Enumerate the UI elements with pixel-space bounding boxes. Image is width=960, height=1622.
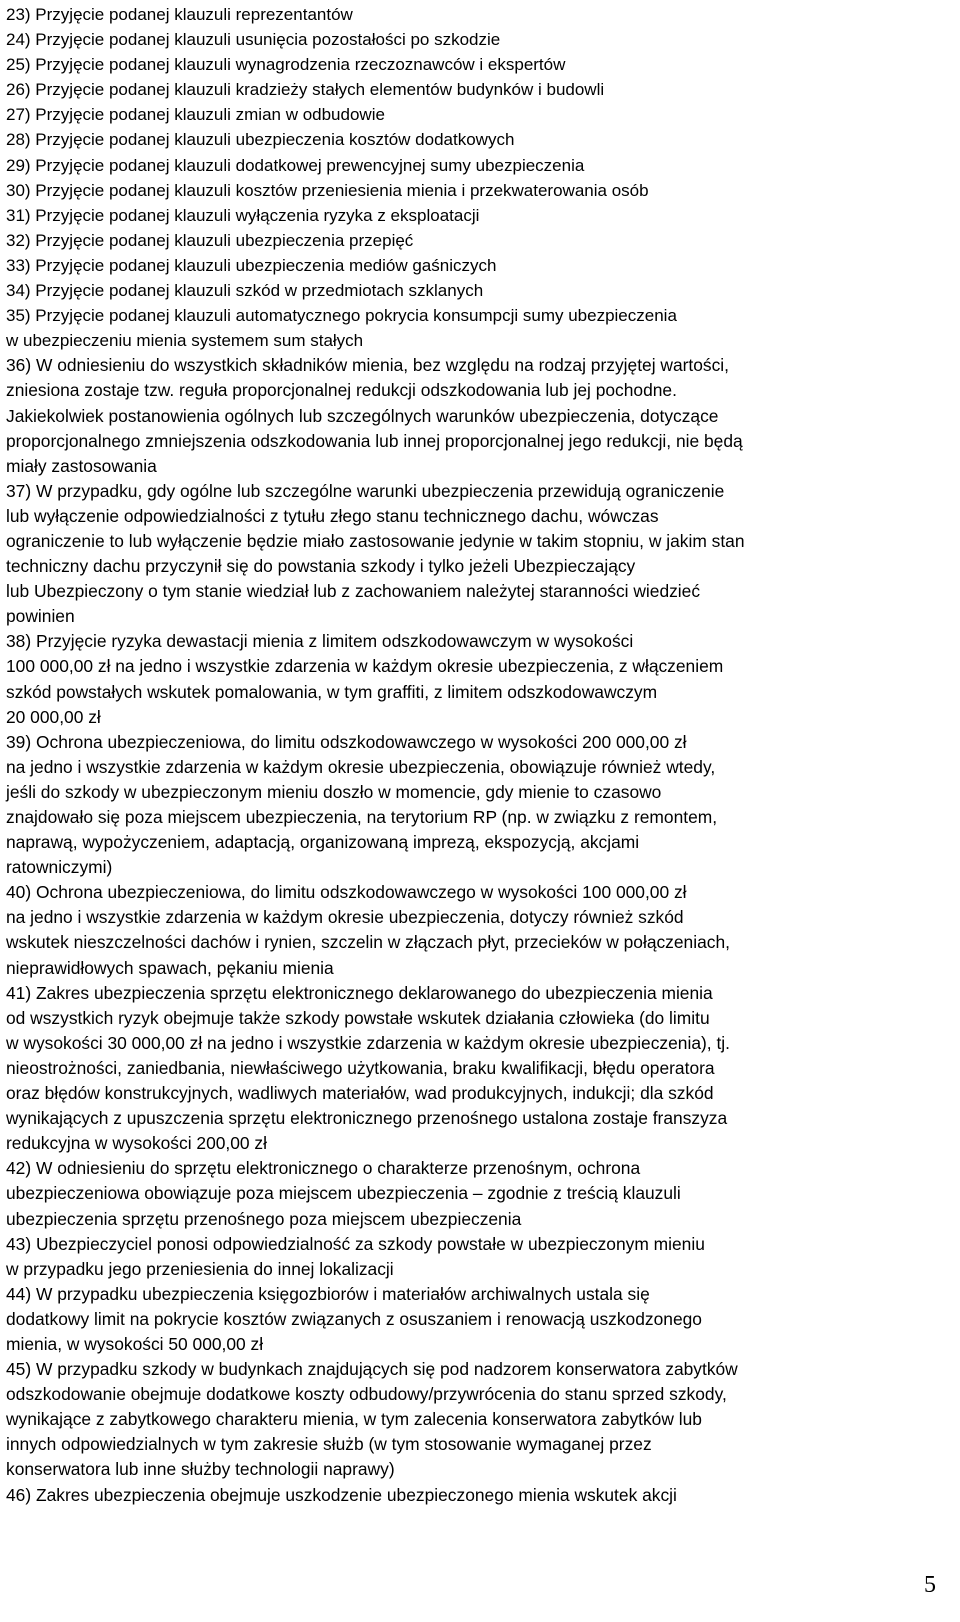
list-item-text: znajdowało się poza miejscem ubezpieczenia, na terytorium RP (np. w związku z remontem,	[6, 807, 718, 827]
page-number: 5	[924, 1572, 936, 1598]
list-item-text: na jedno i wszystkie zdarzenia w każdym okresie ubezpieczenia, dotyczy również szkód	[6, 907, 684, 928]
list-item-text: 46) Zakres ubezpieczenia obejmuje uszkodzenie ubezpieczonego mienia wskutek akcji	[6, 1484, 677, 1505]
list-item-text: 36) W odniesieniu do wszystkich składników mienia, bez względu na rodzaj przyjętej wartości,	[6, 355, 730, 376]
list-item-text: 40) Ochrona ubezpieczeniowa, do limitu odszkodowawczego w wysokości 100 000,00 zł	[6, 882, 687, 903]
list-item-text: powinien	[6, 606, 75, 627]
list-item-text: od wszystkich ryzyk obejmuje także szkody powstałe wskutek działania człowieka (do limitu	[6, 1007, 710, 1028]
list-item-text: 25) Przyjęcie podanej klauzuli wynagrodzenia rzeczoznawców i ekspertów	[6, 55, 566, 75]
list-item-text: naprawą, wypożyczeniem, adaptacją, organizowaną imprezą, ekspozycją, akcjami	[6, 832, 640, 853]
list-item	[6, 479, 956, 630]
list-item-text: ratowniczymi)	[6, 857, 113, 878]
list-item	[6, 1156, 956, 1231]
list-item	[6, 253, 956, 278]
list-item	[6, 178, 956, 203]
list-item-text: 38) Przyjęcie ryzyka dewastacji mienia z limitem odszkodowawczym w wysokości	[6, 631, 634, 652]
list-item-text: wynikających z upuszczenia sprzętu elektronicznego przenośnego ustalona zostaje franszyza	[6, 1108, 728, 1129]
list-item	[6, 27, 956, 52]
list-item-text: na jedno i wszystkie zdarzenia w każdym okresie ubezpieczenia, obowiązuje również wtedy,	[6, 756, 716, 777]
list-item	[6, 353, 956, 478]
list-item	[6, 52, 956, 77]
list-item	[6, 1483, 956, 1508]
list-item-text: ubezpieczenia sprzętu przenośnego poza miejscem ubezpieczenia	[6, 1208, 522, 1229]
list-item-text: 32) Przyjęcie podanej klauzuli ubezpieczenia przepięć	[6, 230, 414, 250]
list-item-text: jeśli do szkody w ubezpieczonym mieniu doszło w momencie, gdy mienie to czasowo	[6, 781, 662, 802]
list-item-text: 34) Przyjęcie podanej klauzuli szkód w przedmiotach szklanych	[6, 281, 484, 301]
list-item-text: nieprawidłowych spawach, pękaniu mienia	[6, 957, 334, 978]
list-item-text: 45) W przypadku szkody w budynkach znajdujących się pod nadzorem konserwatora zabytków	[6, 1359, 738, 1380]
clause-list-short	[6, 0, 956, 353]
list-item-text: dodatkowy limit na pokrycie kosztów związanych z osuszaniem i renowacją uszkodzonego	[6, 1308, 702, 1329]
list-item-text: mienia, w wysokości 50 000,00 zł	[6, 1333, 264, 1354]
list-item	[6, 127, 956, 152]
list-item	[6, 629, 956, 729]
list-item-text: wynikające z zabytkowego charakteru mienia, w tym zalecenia konserwatora zabytków lub	[6, 1409, 702, 1430]
list-item-text: 43) Ubezpieczyciel ponosi odpowiedzialność za szkody powstałe w ubezpieczonym mieniu	[6, 1233, 705, 1254]
list-item-text: szkód powstałych wskutek pomalowania, w tym graffiti, z limitem odszkodowawczym	[6, 681, 658, 702]
list-item	[6, 981, 956, 1157]
list-item	[6, 1232, 956, 1282]
list-item	[6, 2, 956, 27]
list-item-text: 26) Przyjęcie podanej klauzuli kradzieży stałych elementów budynków i budowli	[6, 80, 605, 100]
list-item-text: 29) Przyjęcie podanej klauzuli dodatkowej prewencyjnej sumy ubezpieczenia	[6, 155, 585, 175]
list-item-text: w ubezpieczeniu mienia systemem sum stałych	[6, 331, 364, 351]
list-item-text: 100 000,00 zł na jedno i wszystkie zdarzenia w każdym okresie ubezpieczenia, z włączeniem	[6, 656, 724, 677]
list-item-text: konserwatora lub inne służby technologii naprawy)	[6, 1459, 395, 1480]
list-item-text: 39) Ochrona ubezpieczeniowa, do limitu odszkodowawczego w wysokości 200 000,00 zł	[6, 731, 687, 752]
list-item-text: 42) W odniesieniu do sprzętu elektronicznego o charakterze przenośnym, ochrona	[6, 1158, 641, 1179]
list-item-text: lub Ubezpieczony o tym stanie wiedział lub z zachowaniem należytej staranności wiedzieć	[6, 581, 701, 602]
list-item-text: zniesiona zostaje tzw. reguła proporcjonalnej redukcji odszkodowania lub jej pochodne.	[6, 380, 677, 401]
list-item-text: 30) Przyjęcie podanej klauzuli kosztów przeniesienia mienia i przekwaterowania osób	[6, 180, 649, 200]
list-item	[6, 102, 956, 127]
list-item	[6, 880, 956, 980]
list-item	[6, 1357, 956, 1482]
list-item-text: proporcjonalnego zmniejszenia odszkodowania lub innej proporcjonalnej jego redukcji, nie będą	[6, 430, 743, 451]
list-item	[6, 228, 956, 253]
list-item-text: 31) Przyjęcie podanej klauzuli wyłączenia ryzyka z eksploatacji	[6, 205, 480, 225]
list-item-text: techniczny dachu przyczynił się do powstania szkody i tylko jeżeli Ubezpieczający	[6, 556, 636, 577]
list-item-text: odszkodowanie obejmuje dodatkowe koszty odbudowy/przywrócenia do stanu sprzed szkody,	[6, 1384, 727, 1405]
list-item-text: 23) Przyjęcie podanej klauzuli reprezentantów	[6, 5, 353, 24]
list-item	[6, 203, 956, 228]
list-item-text: 28) Przyjęcie podanej klauzuli ubezpieczenia kosztów dodatkowych	[6, 130, 515, 150]
clause-list-long	[6, 353, 956, 1507]
list-item-text: miały zastosowania	[6, 455, 157, 476]
list-item-text: nieostrożności, zaniedbania, niewłaściwego użytkowania, braku kwalifikacji, błędu operatora	[6, 1057, 715, 1078]
list-item-text: 24) Przyjęcie podanej klauzuli usunięcia pozostałości po szkodzie	[6, 30, 501, 50]
list-item-text: 33) Przyjęcie podanej klauzuli ubezpieczenia mediów gaśniczych	[6, 255, 497, 275]
list-item-text: ograniczenie to lub wyłączenie będzie miało zastosowanie jedynie w takim stopniu, w jakim stan	[6, 530, 745, 551]
document-page	[6, 0, 956, 1508]
list-item-text: 37) W przypadku, gdy ogólne lub szczególne warunki ubezpieczenia przewidują ograniczenie	[6, 480, 725, 501]
list-item-text: oraz błędów konstrukcyjnych, wadliwych materiałów, wad produkcyjnych, indukcji; dla szkód	[6, 1083, 714, 1104]
list-item	[6, 278, 956, 303]
list-item-text: 20 000,00 zł	[6, 706, 101, 727]
list-item-text: 35) Przyjęcie podanej klauzuli automatycznego pokrycia konsumpcji sumy ubezpieczenia	[6, 306, 677, 326]
list-item	[6, 1282, 956, 1357]
list-item-text: ubezpieczeniowa obowiązuje poza miejscem ubezpieczenia – zgodnie z treścią klauzuli	[6, 1183, 681, 1204]
list-item-text: Jakiekolwiek postanowienia ogólnych lub szczególnych warunków ubezpieczenia, dotyczące	[6, 405, 719, 426]
list-item-text: innych odpowiedzialnych w tym zakresie służb (w tym stosowanie wymaganej przez	[6, 1434, 652, 1455]
list-item-text: w wysokości 30 000,00 zł na jedno i wszystkie zdarzenia w każdym okresie ubezpieczenia), tj.	[6, 1032, 730, 1053]
list-item	[6, 730, 956, 881]
list-item-text: 44) W przypadku ubezpieczenia księgozbiorów i materiałów archiwalnych ustala się	[6, 1283, 650, 1304]
list-item-text: 41) Zakres ubezpieczenia sprzętu elektronicznego deklarowanego do ubezpieczenia mienia	[6, 982, 713, 1003]
list-item	[6, 77, 956, 102]
list-item-text: lub wyłączenie odpowiedzialności z tytułu złego stanu technicznego dachu, wówczas	[6, 505, 659, 526]
list-item-text: 27) Przyjęcie podanej klauzuli zmian w odbudowie	[6, 105, 385, 125]
list-item-text: redukcyjna w wysokości 200,00 zł	[6, 1133, 267, 1154]
list-item-text: w przypadku jego przeniesienia do innej lokalizacji	[6, 1258, 394, 1279]
list-item	[6, 153, 956, 178]
list-item-text: wskutek nieszczelności dachów i rynien, szczelin w złączach płyt, przecieków w połączeniach,	[6, 932, 730, 953]
list-item	[6, 303, 956, 353]
